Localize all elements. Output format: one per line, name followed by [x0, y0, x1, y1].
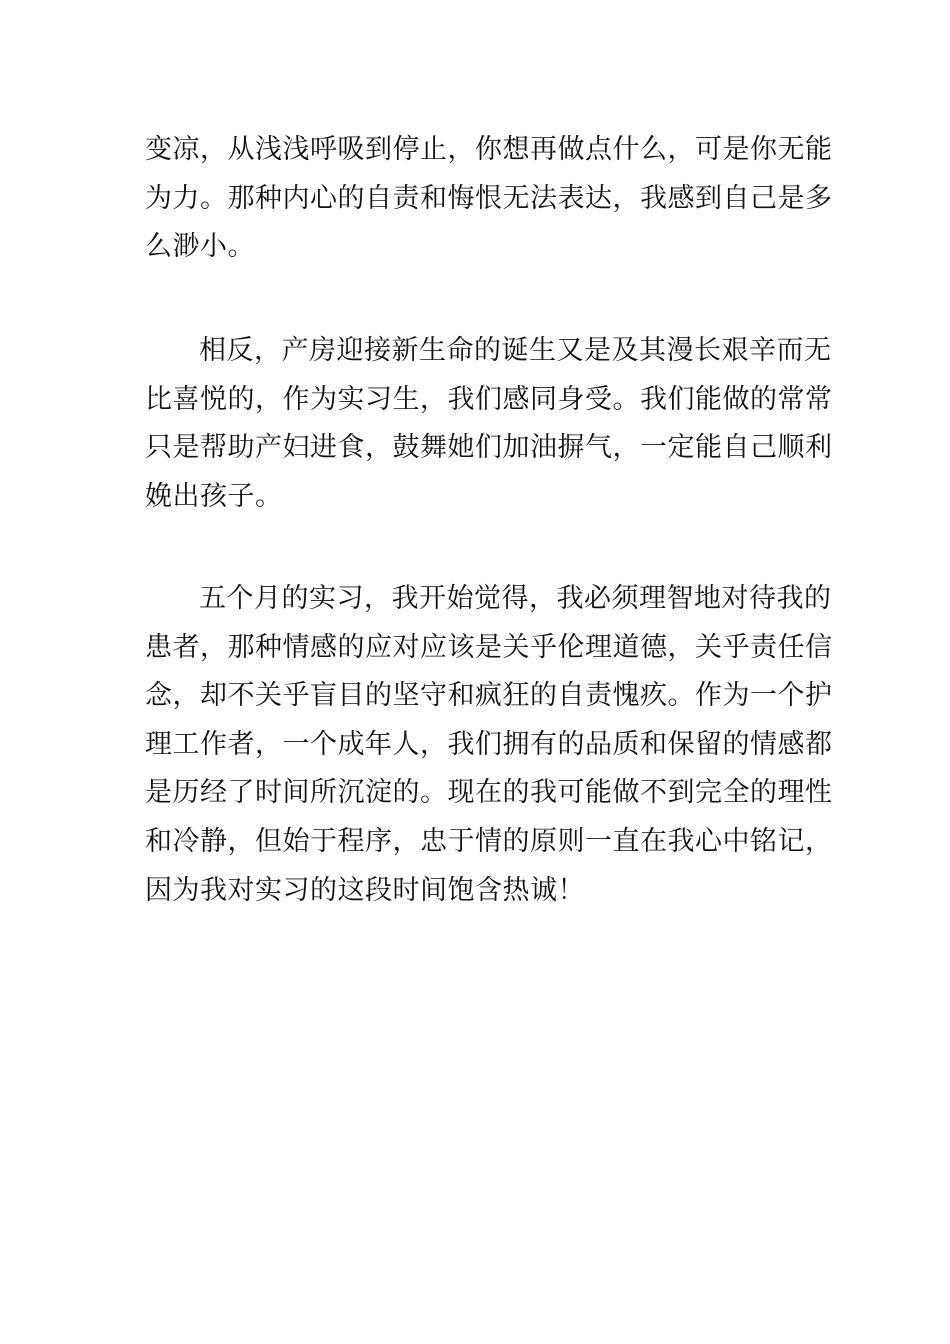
paragraph-line: 和冷静，但始于程序，忠于情的原则一直在我心中铭记， — [145, 825, 833, 857]
paragraph-1 — [145, 126, 833, 272]
paragraph-line: 理工作者，一个成年人，我们拥有的品质和保留的情感都 — [145, 728, 833, 760]
paragraph-line: 么渺小。 — [145, 231, 255, 263]
paragraph-line: 变凉，从浅浅呼吸到停止，你想再做点什么，可是你无能 — [145, 134, 833, 165]
paragraph-3 — [145, 575, 833, 915]
paragraph-line: 相反，产房迎接新生命的诞生又是及其漫长艰辛而无 — [199, 335, 832, 366]
paragraph-line: 患者，那种情感的应对应该是关乎伦理道德，关乎责任信 — [145, 631, 833, 663]
paragraph-line: 是历经了时间所沉淀的。现在的我可能做不到完全的理性 — [145, 777, 833, 809]
paragraph-2 — [145, 327, 833, 521]
paragraph-line: 因为我对实习的这段时间饱含热诚！ — [145, 874, 585, 906]
paragraph-line: 为力。那种内心的自责和悔恨无法表达，我感到自己是多 — [145, 182, 833, 214]
paragraph-line: 比喜悦的，作为实习生，我们感同身受。我们能做的常常 — [145, 383, 833, 415]
paragraph-line: 只是帮助产妇进食，鼓舞她们加油摒气，一定能自己顺利 — [145, 432, 833, 464]
paragraph-line: 五个月的实习，我开始觉得，我必须理智地对待我的 — [199, 583, 832, 614]
paragraph-line: 娩出孩子。 — [145, 480, 283, 512]
paragraph-line: 念，却不关乎盲目的坚守和疯狂的自责愧疚。作为一个护 — [145, 680, 833, 712]
